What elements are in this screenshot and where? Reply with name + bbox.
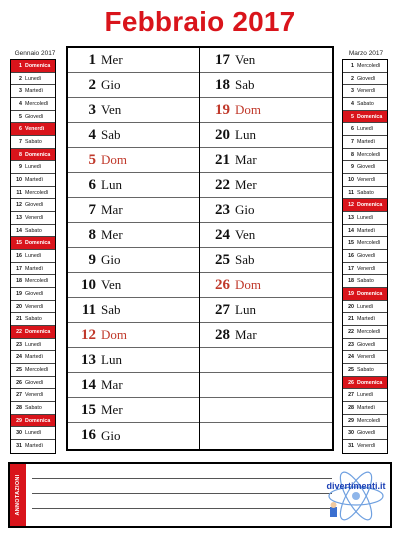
day-number: 7 bbox=[88, 201, 96, 218]
day-number: 29 bbox=[348, 417, 354, 424]
day-number: 8 bbox=[88, 226, 96, 243]
day-number: 3 bbox=[351, 88, 354, 95]
mini-calendar-row bbox=[11, 161, 55, 174]
day-number: 6 bbox=[351, 126, 354, 133]
day-number: 23 bbox=[16, 341, 22, 348]
day-cell bbox=[200, 323, 332, 348]
empty-day-cell bbox=[200, 398, 332, 423]
day-number: 13 bbox=[348, 214, 354, 221]
day-number: 25 bbox=[16, 366, 22, 373]
mini-calendar-row bbox=[343, 149, 387, 162]
day-number: 15 bbox=[348, 240, 354, 247]
day-number: 22 bbox=[215, 176, 230, 193]
notes-label-bar bbox=[10, 464, 26, 526]
mini-calendar-row bbox=[11, 339, 55, 352]
logo-text: divertimenti.it bbox=[326, 481, 386, 491]
day-number: 29 bbox=[16, 417, 22, 424]
mini-calendar-row bbox=[343, 301, 387, 314]
day-number: 24 bbox=[16, 354, 22, 361]
day-number: 25 bbox=[215, 251, 230, 268]
day-number: 4 bbox=[19, 100, 22, 107]
day-name: Giovedì bbox=[25, 202, 44, 209]
empty-day-cell bbox=[200, 423, 332, 448]
day-name: Dom bbox=[235, 102, 261, 117]
day-number: 28 bbox=[215, 326, 230, 343]
day-name: Mer bbox=[101, 52, 123, 67]
mini-calendar-row bbox=[11, 212, 55, 225]
day-number: 22 bbox=[16, 328, 22, 335]
day-name: Giovedì bbox=[25, 290, 44, 297]
day-cell bbox=[200, 223, 332, 248]
day-number: 15 bbox=[16, 240, 22, 247]
day-name: Gio bbox=[101, 427, 121, 443]
mini-calendar-row bbox=[11, 85, 55, 98]
day-number: 9 bbox=[19, 164, 22, 171]
day-name: Venerdì bbox=[357, 354, 376, 361]
day-name: Domenica bbox=[357, 113, 383, 120]
day-number: 23 bbox=[215, 201, 230, 218]
day-number: 4 bbox=[351, 100, 354, 107]
mini-calendar-row bbox=[343, 237, 387, 250]
day-name: Lunedì bbox=[357, 126, 374, 133]
day-number: 24 bbox=[215, 226, 230, 243]
day-number: 20 bbox=[348, 303, 354, 310]
page-title: Febbraio 2017 bbox=[104, 6, 296, 37]
day-number: 17 bbox=[215, 51, 230, 68]
day-name: Venerdì bbox=[357, 176, 376, 183]
day-name: Mer bbox=[101, 402, 123, 417]
day-cell bbox=[68, 173, 199, 198]
day-number: 28 bbox=[348, 404, 354, 411]
day-name: Sabato bbox=[357, 366, 374, 373]
day-name: Giovedì bbox=[357, 341, 376, 348]
day-name: Lunedì bbox=[357, 303, 374, 310]
day-name: Dom bbox=[101, 152, 127, 167]
day-number: 26 bbox=[215, 276, 230, 293]
day-number: 11 bbox=[16, 189, 22, 196]
mini-calendar-row bbox=[343, 402, 387, 415]
day-cell bbox=[68, 273, 199, 298]
day-number: 13 bbox=[16, 214, 22, 221]
day-name: Giovedì bbox=[357, 252, 376, 259]
day-name: Mercoledì bbox=[357, 417, 381, 424]
day-number: 3 bbox=[88, 101, 96, 118]
day-cell bbox=[68, 398, 199, 423]
left-calendar-header: Gennaio 2017 bbox=[14, 50, 56, 57]
mini-calendar-row bbox=[11, 123, 55, 136]
mini-calendar-row bbox=[343, 263, 387, 276]
mini-calendar-row bbox=[11, 301, 55, 314]
day-name: Lunedì bbox=[25, 341, 42, 348]
day-name: Giovedì bbox=[25, 379, 44, 386]
day-name: Lunedì bbox=[25, 430, 42, 437]
day-name: Domenica bbox=[25, 417, 51, 424]
day-cell bbox=[68, 373, 199, 398]
day-name: Sabato bbox=[25, 138, 42, 145]
day-number: 3 bbox=[19, 88, 22, 95]
mini-calendar-row bbox=[11, 187, 55, 200]
day-cell bbox=[68, 223, 199, 248]
day-name: Mercoledì bbox=[25, 278, 49, 285]
mini-calendar-row bbox=[343, 161, 387, 174]
day-name: Mar bbox=[235, 152, 257, 167]
mini-calendar-row bbox=[11, 250, 55, 263]
day-number: 30 bbox=[16, 430, 22, 437]
day-name: Dom bbox=[101, 327, 127, 342]
day-number: 10 bbox=[348, 176, 354, 183]
day-name: Mercoledì bbox=[25, 189, 49, 196]
mini-calendar-row bbox=[11, 136, 55, 149]
day-cell bbox=[200, 148, 332, 173]
day-number: 20 bbox=[16, 303, 22, 310]
day-name: Venerdì bbox=[25, 392, 44, 399]
day-cell bbox=[200, 48, 332, 73]
day-name: Lun bbox=[235, 127, 256, 142]
mini-calendar-row bbox=[11, 313, 55, 326]
site-logo bbox=[326, 467, 386, 525]
day-name: Lun bbox=[101, 177, 122, 192]
day-number: 27 bbox=[348, 392, 354, 399]
day-cell bbox=[68, 348, 199, 373]
day-name: Mercoledì bbox=[25, 366, 49, 373]
day-name: Domenica bbox=[25, 328, 51, 335]
day-cell bbox=[68, 148, 199, 173]
mini-calendar-row bbox=[11, 275, 55, 288]
day-name: Martedì bbox=[25, 354, 43, 361]
day-name: Giovedì bbox=[357, 75, 376, 82]
day-name: Lunedì bbox=[25, 164, 42, 171]
day-name: Martedì bbox=[357, 316, 375, 323]
mini-calendar-row bbox=[343, 351, 387, 364]
mini-calendar-row bbox=[11, 427, 55, 440]
day-name: Lun bbox=[101, 352, 122, 367]
day-number: 1 bbox=[19, 62, 22, 69]
day-cell bbox=[68, 323, 199, 348]
day-name: Martedì bbox=[357, 227, 375, 234]
day-name: Venerdì bbox=[25, 214, 44, 221]
mini-calendar-row bbox=[343, 174, 387, 187]
mini-calendar-row bbox=[11, 440, 55, 453]
day-cell bbox=[200, 248, 332, 273]
day-name: Martedì bbox=[25, 88, 43, 95]
mini-calendar-row bbox=[343, 377, 387, 390]
empty-day-cell bbox=[200, 348, 332, 373]
note-line bbox=[32, 508, 332, 509]
day-name: Ven bbox=[235, 227, 256, 242]
day-name: Mercoledì bbox=[357, 62, 381, 69]
day-name: Mercoledì bbox=[357, 151, 381, 158]
right-calendar-header: Marzo 2017 bbox=[348, 50, 384, 57]
day-number: 31 bbox=[348, 443, 354, 450]
day-number: 10 bbox=[16, 176, 22, 183]
mini-calendar-row bbox=[343, 136, 387, 149]
day-number: 25 bbox=[348, 366, 354, 373]
mini-calendar-row bbox=[11, 199, 55, 212]
day-cell bbox=[200, 98, 332, 123]
day-name: Martedì bbox=[25, 265, 43, 272]
mini-calendar-row bbox=[11, 377, 55, 390]
day-name: Dom bbox=[235, 277, 261, 292]
day-cell bbox=[68, 423, 199, 448]
day-name: Mercoledì bbox=[25, 100, 49, 107]
mini-calendar-row bbox=[343, 427, 387, 440]
day-number: 11 bbox=[81, 301, 96, 318]
mini-calendar-row bbox=[11, 364, 55, 377]
day-number: 23 bbox=[348, 341, 354, 348]
day-number: 28 bbox=[16, 404, 22, 411]
mini-calendar-row bbox=[343, 199, 387, 212]
day-cell bbox=[200, 298, 332, 323]
day-name: Sab bbox=[235, 252, 255, 267]
mini-calendar-row bbox=[343, 275, 387, 288]
day-name: Gio bbox=[235, 202, 255, 217]
day-cell bbox=[200, 73, 332, 98]
day-number: 19 bbox=[348, 290, 354, 297]
left-mini-calendar bbox=[10, 59, 56, 454]
mini-calendar-row bbox=[343, 389, 387, 402]
day-number: 27 bbox=[16, 392, 22, 399]
day-number: 5 bbox=[351, 113, 354, 120]
day-name: Venerdì bbox=[357, 443, 376, 450]
day-number: 14 bbox=[348, 227, 354, 234]
day-name: Sabato bbox=[357, 100, 374, 107]
day-name: Lunedì bbox=[25, 252, 42, 259]
day-number: 14 bbox=[81, 376, 96, 393]
month-grid-left-column bbox=[68, 48, 200, 449]
note-line bbox=[32, 493, 332, 494]
day-number: 16 bbox=[348, 252, 354, 259]
day-number: 12 bbox=[16, 202, 22, 209]
day-number: 17 bbox=[348, 265, 354, 272]
day-cell bbox=[200, 273, 332, 298]
mini-calendar-row bbox=[343, 313, 387, 326]
day-cell bbox=[68, 198, 199, 223]
notes-box bbox=[8, 462, 392, 528]
mini-calendar-row bbox=[11, 389, 55, 402]
day-number: 8 bbox=[19, 151, 22, 158]
day-cell bbox=[68, 98, 199, 123]
day-name: Domenica bbox=[25, 62, 51, 69]
day-name: Lun bbox=[235, 302, 256, 317]
day-number: 19 bbox=[215, 101, 230, 118]
day-number: 20 bbox=[215, 126, 230, 143]
day-number: 18 bbox=[16, 278, 22, 285]
day-name: Gio bbox=[101, 77, 121, 92]
day-number: 2 bbox=[19, 75, 22, 82]
mini-calendar-row bbox=[343, 288, 387, 301]
mini-calendar-row bbox=[11, 263, 55, 276]
day-number: 10 bbox=[81, 276, 96, 293]
right-mini-calendar bbox=[342, 59, 388, 454]
day-number: 19 bbox=[16, 290, 22, 297]
day-name: Lunedì bbox=[357, 214, 374, 221]
day-name: Domenica bbox=[25, 240, 51, 247]
day-name: Mar bbox=[101, 377, 123, 392]
mini-calendar-row bbox=[11, 326, 55, 339]
day-cell bbox=[68, 248, 199, 273]
day-name: Martedì bbox=[357, 404, 375, 411]
day-cell bbox=[68, 73, 199, 98]
day-number: 21 bbox=[16, 316, 22, 323]
day-name: Mer bbox=[235, 177, 257, 192]
mini-calendar-row bbox=[11, 149, 55, 162]
day-name: Mar bbox=[101, 202, 123, 217]
day-name: Gio bbox=[101, 252, 121, 267]
day-number: 18 bbox=[348, 278, 354, 285]
mini-calendar-row bbox=[343, 111, 387, 124]
day-number: 11 bbox=[348, 189, 354, 196]
day-number: 24 bbox=[348, 354, 354, 361]
notes-label: ANNOTAZIONI bbox=[15, 474, 21, 516]
day-number: 22 bbox=[348, 328, 354, 335]
day-number: 12 bbox=[348, 202, 354, 209]
day-number: 2 bbox=[351, 75, 354, 82]
day-number: 1 bbox=[351, 62, 354, 69]
day-cell bbox=[200, 123, 332, 148]
day-name: Domenica bbox=[357, 202, 383, 209]
day-name: Giovedì bbox=[25, 113, 44, 120]
mini-calendar-row bbox=[343, 73, 387, 86]
day-name: Sab bbox=[235, 77, 255, 92]
day-name: Lunedì bbox=[357, 392, 374, 399]
day-name: Venerdì bbox=[25, 126, 45, 133]
mini-calendar-row bbox=[11, 73, 55, 86]
day-name: Domenica bbox=[357, 379, 383, 386]
day-number: 18 bbox=[215, 76, 230, 93]
mini-calendar-row bbox=[343, 339, 387, 352]
day-name: Martedì bbox=[25, 176, 43, 183]
day-name: Venerdì bbox=[357, 265, 376, 272]
day-number: 15 bbox=[81, 401, 96, 418]
day-number: 31 bbox=[16, 443, 22, 450]
day-number: 1 bbox=[88, 51, 96, 68]
day-number: 14 bbox=[16, 227, 22, 234]
mini-calendar-row bbox=[343, 85, 387, 98]
day-name: Ven bbox=[101, 102, 122, 117]
day-number: 9 bbox=[351, 164, 354, 171]
mini-calendar-row bbox=[11, 237, 55, 250]
day-cell bbox=[200, 198, 332, 223]
atom-logo-icon bbox=[326, 467, 386, 525]
mini-calendar-row bbox=[11, 60, 55, 73]
day-number: 6 bbox=[19, 126, 22, 133]
day-number: 7 bbox=[19, 138, 22, 145]
day-number: 16 bbox=[81, 427, 96, 443]
day-number: 6 bbox=[88, 176, 96, 193]
day-number: 5 bbox=[19, 113, 22, 120]
day-cell bbox=[68, 48, 199, 73]
day-number: 7 bbox=[351, 138, 354, 145]
day-number: 13 bbox=[81, 351, 96, 368]
day-name: Sabato bbox=[357, 278, 374, 285]
day-number: 12 bbox=[81, 326, 96, 343]
mini-calendar-row bbox=[11, 225, 55, 238]
day-name: Mercoledì bbox=[357, 240, 381, 247]
mini-calendar-row bbox=[11, 415, 55, 428]
mini-calendar-row bbox=[343, 60, 387, 73]
day-number: 5 bbox=[88, 151, 96, 168]
mini-calendar-row bbox=[343, 187, 387, 200]
day-number: 8 bbox=[351, 151, 354, 158]
day-name: Domenica bbox=[357, 290, 383, 297]
mini-calendar-row bbox=[343, 364, 387, 377]
day-name: Giovedì bbox=[357, 430, 376, 437]
day-name: Lunedì bbox=[25, 75, 42, 82]
day-number: 21 bbox=[215, 151, 230, 168]
day-number: 16 bbox=[16, 252, 22, 259]
day-number: 4 bbox=[88, 126, 96, 143]
mini-calendar-row bbox=[343, 326, 387, 339]
empty-day-cell bbox=[200, 373, 332, 398]
day-number: 27 bbox=[215, 301, 230, 318]
mini-calendar-row bbox=[11, 288, 55, 301]
day-number: 17 bbox=[16, 265, 22, 272]
day-name: Mercoledì bbox=[357, 328, 381, 335]
mini-calendar-row bbox=[343, 212, 387, 225]
day-name: Venerdì bbox=[357, 88, 376, 95]
mini-calendar-row bbox=[11, 402, 55, 415]
day-name: Sabato bbox=[25, 227, 42, 234]
day-name: Giovedì bbox=[357, 164, 376, 171]
note-line bbox=[32, 478, 332, 479]
day-name: Sabato bbox=[25, 404, 42, 411]
day-name: Sab bbox=[101, 127, 121, 142]
day-number: 2 bbox=[88, 76, 96, 93]
day-number: 30 bbox=[348, 430, 354, 437]
day-cell bbox=[68, 123, 199, 148]
mini-calendar-row bbox=[11, 174, 55, 187]
mini-calendar-row bbox=[11, 111, 55, 124]
day-name: Domenica bbox=[25, 151, 51, 158]
day-name: Sabato bbox=[25, 316, 42, 323]
mini-calendar-row bbox=[343, 98, 387, 111]
day-name: Mer bbox=[101, 227, 123, 242]
mini-calendar-row bbox=[343, 123, 387, 136]
day-number: 9 bbox=[88, 251, 96, 268]
mini-calendar-row bbox=[343, 440, 387, 453]
day-name: Ven bbox=[235, 52, 256, 67]
month-grid-right-column bbox=[200, 48, 332, 449]
day-cell bbox=[68, 298, 199, 323]
mini-calendar-row bbox=[343, 415, 387, 428]
day-name: Sab bbox=[101, 302, 121, 317]
day-number: 26 bbox=[16, 379, 22, 386]
day-name: Venerdì bbox=[25, 303, 44, 310]
day-name: Mar bbox=[235, 327, 257, 342]
day-name: Martedì bbox=[357, 138, 375, 145]
day-name: Ven bbox=[101, 277, 122, 292]
day-number: 26 bbox=[348, 379, 354, 386]
mini-calendar-row bbox=[343, 250, 387, 263]
month-grid bbox=[66, 46, 334, 451]
mini-calendar-row bbox=[11, 98, 55, 111]
mini-calendar-row bbox=[343, 225, 387, 238]
day-name: Sabato bbox=[357, 189, 374, 196]
day-cell bbox=[200, 173, 332, 198]
day-number: 21 bbox=[348, 316, 354, 323]
mini-calendar-row bbox=[11, 351, 55, 364]
day-name: Martedì bbox=[25, 443, 43, 450]
